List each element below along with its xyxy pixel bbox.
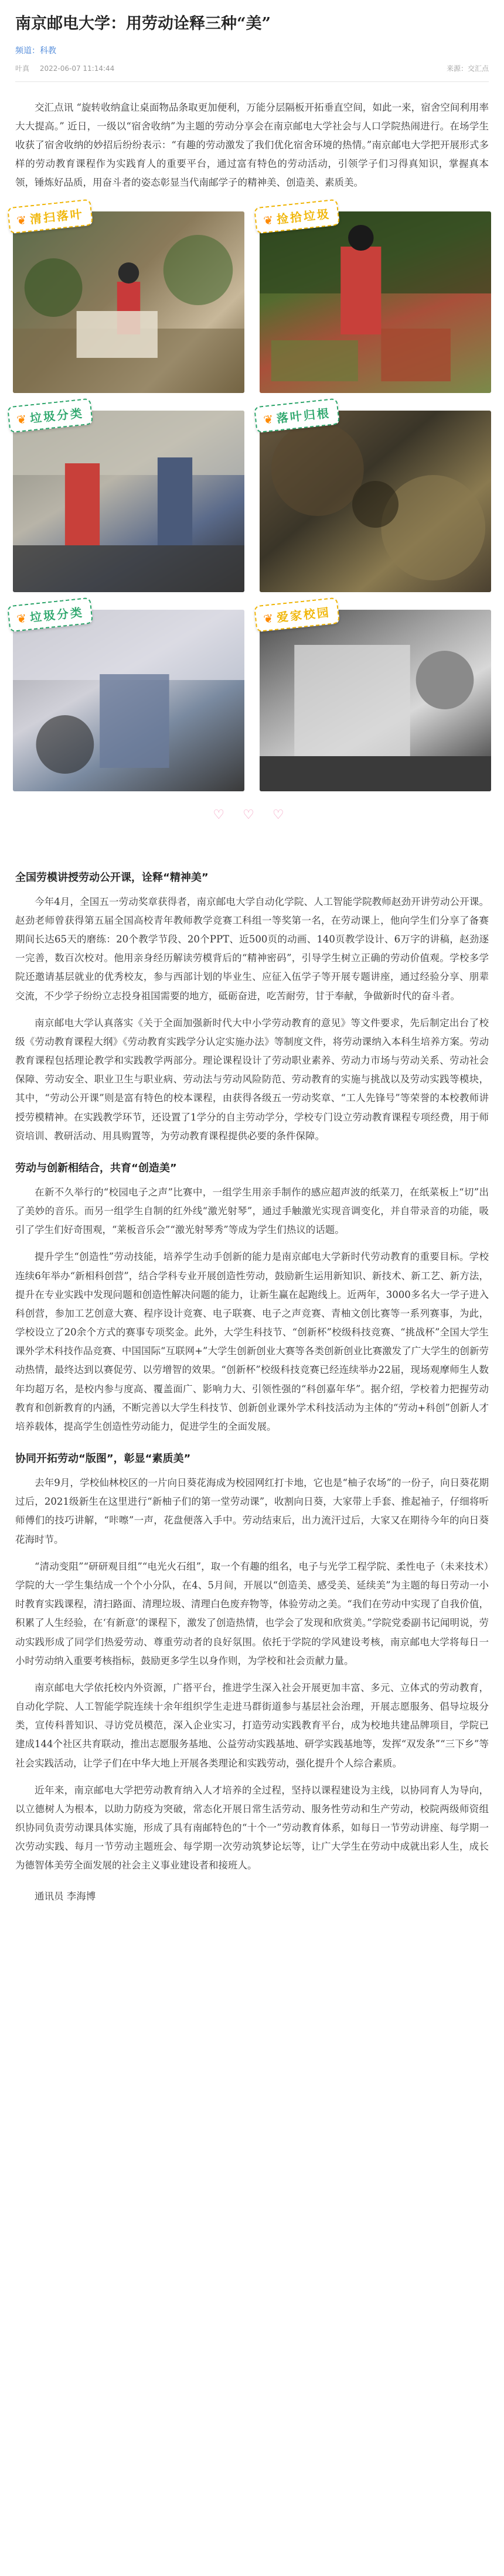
photo-caption-badge: ❦清扫落叶 (7, 199, 93, 234)
publish-date: 2022-06-07 11:14:44 (39, 64, 115, 73)
section-heading: 协同开拓劳动“版图”，彰显“素质美” (15, 1453, 191, 1465)
leaf-icon: ❦ (263, 212, 276, 228)
activity-photo (13, 411, 244, 592)
activity-photo (260, 411, 491, 592)
photo-caption-badge: ❦落叶归根 (254, 398, 340, 433)
activity-photo (13, 211, 244, 393)
photo-card (13, 604, 244, 791)
section-paragraph: 在新不久举行的“校园电子之声”比赛中，一组学生用亲手制作的感应超声波的纸菜刀，在纸菜板上“切”出了美妙的音乐。而另一组学生自制的红外线“激光射琴”，通过手触激光实现音调变化，并自带录音的功能，吸引了学生们好奇围观，“莱板音乐会”“激光射琴秀”等成为学生们热议的话题。 (15, 1186, 489, 1236)
photo-grid (0, 207, 504, 791)
article-footer (15, 1887, 489, 1906)
activity-photo (13, 610, 244, 791)
section-paragraph: 提升学生“创造性”劳动技能，培养学生动手创新的能力是南京邮电大学新时代劳动教育的重要目标。学校连续6年举办“新相科创营”，结合学科专业开展创造性劳动，鼓励新生运用新知识、新技术、新工艺、新方法，提升在专业实践中发现问题和创造性解决问题的能力，让新生赢在起跑线上。近两年，3000多名大一学子进入科创营，参加工艺创意大赛、程序设计竞赛、电子联赛、电子之声竞赛、青柚文创比赛等一系列赛事，为此，学校设立了20余个方式的赛事专项奖金。此外，大学生科技节、“创新杯”校级科技竞赛、“挑战杯”全国大学生课外学术科技作品竞赛、中国国际“互联网+”大学生创新创业大赛等各类创新创业比赛激发了广大学生的创新劳动热情，最终达到以赛促劳、以劳增智的效果。“创新杯”校级科技竞赛已经连续举办22届，现场观摩师生人数年均超万名，是校内参与度高、覆盖面广、影响力大、引领性强的“科创嘉年华”。据介绍，学校着力把握劳动教育和创新教育的内涵，不断完善以大学生科技节、创新创业课外学术科技活动为主体的“劳动+科创”创新人才培养载体，提高学生创造性劳动能力，促进学生的全面发展。 (15, 1251, 489, 1432)
article-meta (15, 63, 489, 82)
article-header (0, 0, 504, 82)
photo-caption-badge: ❦垃圾分类 (7, 597, 93, 632)
article-sections (0, 839, 504, 1906)
photo-card (13, 405, 244, 592)
section-paragraph: 南京邮电大学认真落实《关于全面加强新时代大中小学劳动教育的意见》等文件要求，先后制定出台了校级《劳动教育课程大纲》《劳动教育实践学分认定实施办法》等制度文件，将劳动课纳入本科生培养方案。劳动教育课程包括理论教学和实践教学两部分。理论课程设计了劳动职业素养、劳动力市场与劳动关系、劳动社会保障、劳动安全、职业卫生与职业病、劳动法与劳动风险防范、劳动教育的实施与挑战以及劳动实践等模块，其中，“劳动公开课”则是富有特色的校本课程，由获得各级五一劳动奖章、“工人先锋号”等荣誉的本校教师讲授劳模精神。在实践教学环节，还设置了1学分的自主劳动学分，学校专门设立劳动教育课程专项经费，用于师资培训、教研活动、用具购置等，为劳动教育课程提供必要的条件保障。 (15, 1017, 489, 1142)
activity-photo (260, 610, 491, 791)
section-paragraph: 去年9月，学校仙林校区的一片向日葵花海成为校园网红打卡地，它也是“柚子农场”的一份子，向日葵花期过后，2021级新生在这里进行“新柚子们的第一堂劳动课”，收割向日葵，大家带上手套、推起袖子，仔细将听师傅们的技巧讲解，“咔嚓”一声，花盘便落入手中。劳动结束后，出力流汗过后，大家又在期待今年的向日葵花海时节。 (15, 1477, 489, 1545)
photo-card (13, 206, 244, 393)
photo-card (260, 206, 491, 393)
leaf-icon: ❦ (16, 610, 29, 626)
photo-card (260, 405, 491, 592)
photo-card (260, 604, 491, 791)
section-paragraph: 近年来，南京邮电大学把劳动教育纳入人才培养的全过程，坚持以课程建设为主线，以协同育人为导向，以立德树人为根本，以助力防疫为突破，常态化开展日常生活劳动、服务性劳动和生产劳动，校院两级师资组织协同负责劳动课具体实施，形成了具有南邮特色的“十个一”劳动教育体系，如每日一节劳动讲座、每学期一次劳动实践、每月一节劳动主题班会、每学期一次劳动筑梦论坛等，让广大学生在劳动中成就出彩人生，成长为德智体美劳全面发展的社会主义事业建设者和接班人。 (15, 1784, 489, 1871)
section-paragraph: 今年4月，全国五一劳动奖章获得者，南京邮电大学自动化学院、人工智能学院教师赵劲开讲劳动公开课。赵劲老师曾获得第五届全国高校青年教师教学竞赛工科组一等奖第一名，在劳动课上，他向学生们分享了备赛期间长达65天的磨练：20个教学节段、20个PPT、近500页的动画、140页教学设计、6万字的讲稿，赵劲逐一完善，数百次校对。他用亲身经历解读劳模背后的“精神密码”，引导学生树立正确的劳动价值观。学校多学院还邀请基层就业的优秀校友，参与西部计划的毕业生、应征入伍学子等开展专题讲座，通过经验分享、朋辈交流，不少学子纷纷立志投身祖国需要的地方，砥砺奋进，吃苦耐劳，甘于奉献，争做新时代的奋斗者。 (15, 896, 489, 1002)
editor-name: 叶真 (15, 64, 30, 73)
section-paragraph: 南京邮电大学依托校内外资源，广搭平台，推进学生深入社会开展更加丰富、多元、立体式的劳动教育，自动化学院、人工智能学院连续十余年组织学生走进马群街道参与基层社会治理，开展志愿服务、倡导垃圾分类，宣传科普知识、寻访党员模范，深入企业实习，打造劳动实践教育平台，成为校地共建品牌项目，学院已建成144个社区共育联动，推出志愿服务基地、公益劳动实践基地、研学实践基地等，发挥“双发条”“三下乡”等社会实践活动，让学子们在中华大地上开展各类理论和实践劳动，强化提升个人综合素质。 (15, 1682, 489, 1769)
photo-caption-badge: ❦爱家校园 (254, 597, 340, 632)
correspondent: 通讯员 李海博 (35, 1890, 96, 1902)
article-body (0, 82, 504, 193)
leaf-icon: ❦ (263, 411, 276, 427)
photo-caption-badge: ❦垃圾分类 (7, 398, 93, 433)
leaf-icon: ❦ (263, 610, 276, 626)
channel-link[interactable]: 频道：科教 (15, 46, 56, 56)
photo-caption-badge: ❦捡拾垃圾 (254, 199, 340, 234)
leaf-icon: ❦ (16, 411, 29, 427)
intro-paragraph: 交汇点讯 “旋转收纳盒让桌面物品条取更加便利，万能分层隔板开拓垂直空间，如此一来，宿舍空间利用率大大提高。” 近日，一级以“宿舍收纳”为主题的劳动分享会在南京邮电大学社会与人口学院热闹进行。在场学生收获了宿舍收纳的妙招后纷纷表示：“有趣的劳动激发了我们优化宿舍环境的热情。”南京邮电大学把开展形式多样的劳动教育课程作为实践育人的重要平台，通过富有特色的劳动活动，引领学子们习得真知识，掌握真本领，锤炼好品质，用奋斗者的姿态彰显当代南邮学子的精神美、创造美、素质美。 (15, 101, 489, 189)
leaf-icon: ❦ (16, 212, 29, 228)
page-title: 南京邮电大学：用劳动诠释三种“美” (15, 15, 271, 33)
divider-hearts: ♡ ♡ ♡ (213, 807, 291, 822)
article-source: 来源：交汇点 (446, 64, 489, 73)
section-heading: 全国劳模讲授劳动公开课，诠释“精神美” (15, 871, 209, 884)
section-heading: 劳动与创新相结合，共育“创造美” (15, 1161, 177, 1174)
activity-photo (260, 211, 491, 393)
section-paragraph: “清动变阻”“研研观目组”“电光火石组”，取一个有趣的组名，电子与光学工程学院、柔性电子（未来技术）学院的大一学生集结成一个个小分队，在4、5月间，开展以“创造美、感受美、延续美”为主题的每日劳动一小时教育实践课程，清扫路面、清理垃圾、清理白色废弃物等，体验劳动之美。“我们在劳动中实现了自我价值，积累了人生经验，在‘有新意’的课程下，激发了创造热情，也学会了发现和欣赏美。”学院党委副书记闻明说，劳动实践形成了同学们热爱劳动、尊重劳动者的良好氛围。依托于学院的学风建设考核，南京邮电大学将每日一小时劳动纳入重要考核指标，鼓励更多学生以身作则，为学校和社会贡献力量。 (15, 1560, 489, 1666)
